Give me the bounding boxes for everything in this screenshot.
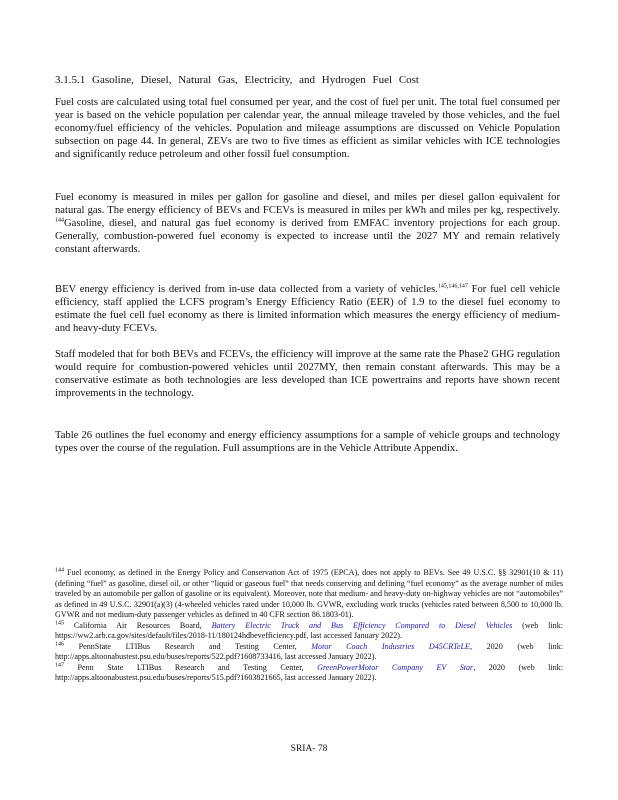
footnote-147-link[interactable]: GreenPowerMotor Company EV Star [317, 662, 474, 672]
section-heading: 3.1.5.1 Gasoline, Diesel, Natural Gas, Electricity, and Hydrogen Fuel Cost [55, 74, 419, 86]
footnote-ref-144: 144 [55, 217, 64, 224]
footnote-145: $^{145}$ California Air Resources Board, Battery Electric Truck and Bus Efficiency Compared to Diesel Vehicles (web link: https://ww2.arb.ca.gov/sites/default/files/2018-11/180124hdbevefficiency.pdf, last accessed January 2022). [55, 619, 564, 640]
footnote-144: $^{144}$ Fuel economy, as defined in the Energy Policy and Conservation Act of 1975 (EPCA), does not apply to BEVs. See 49 U.S.C. §§ 32901(10 & 11) (defining “fuel” as gasoline, diesel oil, or other “liquid or gaseous fuel” that needs conserving and defining “fuel economy” as the average number of miles traveled by an automobile per gallon of gasoline or its equivalent). Moreover, note that medium- and heavy-duty on-highway vehicles are not “automobiles” as defined in 49 U.S.C. 32901(a)(3) (4-wheeled vehicles rated under 10,000 lb. GVWR, excluding work trucks (vehicles rated between 8,500 to 10,000 lb. GVWR and not medium-duty passenger vehicles as defined in 40 CFR section 86.1803-01). [55, 567, 563, 619]
paragraph-fuel-economy: Fuel economy is measured in miles per gallon for gasoline and diesel, and miles per diesel gallon equivalent for natural gas. The energy efficiency of BEVs and FCEVs is measured in miles per kWh and miles per kg, respectively. $^{144}$Gasoline, diesel, and natural gas fuel economy is derived from EMFAC inventory projections for each group. Generally, combustion-powered fuel economy is expected to increase until the 2027 MY and remain relatively constant afterwards. [55, 192, 560, 256]
footnotes [55, 568, 563, 684]
footnote-ref-145-147: 145,146,147 [437, 283, 468, 290]
footnote-145-link[interactable]: Battery Electric Truck and Bus Efficiency Compared to Diesel Vehicles [211, 620, 513, 630]
page-number: SRIA- 78 [290, 744, 328, 754]
footnote-147: $^{147}$ Penn State LTIBus Research and Testing Center, GreenPowerMotor Company EV Star, 2020 (web link: http://apps.altoonabustest.psu.edu/buses/reports/515.pdf?1603821665, last accessed January 2022). [55, 661, 563, 682]
paragraph-bev-efficiency: BEV energy efficiency is derived from in-use data collected from a variety of vehicles.$^{145,146,147}$ For fuel cell vehicle efficiency, staff applied the LCFS program’s Energy Efficiency Ratio (EER) of 1.9 to the diesel fuel economy to estimate the fuel cell fuel economy as there is limited information which measures the energy efficiency of medium- and heavy-duty FCEVs. [55, 283, 560, 335]
paragraph-table-26: Table 26 outlines the fuel economy and energy efficiency assumptions for a sample of vehicle groups and technology types over the course of the regulation. Full assumptions are in the Vehicle Attribute Appendix. [55, 430, 560, 455]
paragraph-fuel-costs: Fuel costs are calculated using total fuel consumed per year, and the cost of fuel per unit. The total fuel consumed per year is based on the vehicle population per calendar year, the annual mileage traveled by those vehicles, and the fuel economy/fuel efficiency of the vehicles. Population and mileage assumptions are discussed on Vehicle Population subsection on page 44. In general, ZEVs are two to five times as efficient as similar vehicles with ICE technologies and significantly reduce petroleum and other fossil fuel consumption. [55, 97, 560, 161]
footnote-146: $^{146}$ PennState LTIBus Research and Testing Center, Motor Coach Industries D45CRTeLE, 2020 (web link: http://apps.altoonabustest.psu.edu/buses/reports/522.pdf?1608733416, last accessed January 2022). [55, 640, 564, 661]
footnote-146-link[interactable]: Motor Coach Industries D45CRTeLE [311, 641, 470, 651]
paragraph-staff-modeled: Staff modeled that for both BEVs and FCEVs, the efficiency will improve at the same rate the Phase2 GHG regulation would require for combustion-powered vehicles until 2027MY, then remain constant afterwards. This may be a conservative estimate as both technologies are less developed than ICE powertrains and reports have shown recent improvements in the technology. [55, 349, 560, 400]
